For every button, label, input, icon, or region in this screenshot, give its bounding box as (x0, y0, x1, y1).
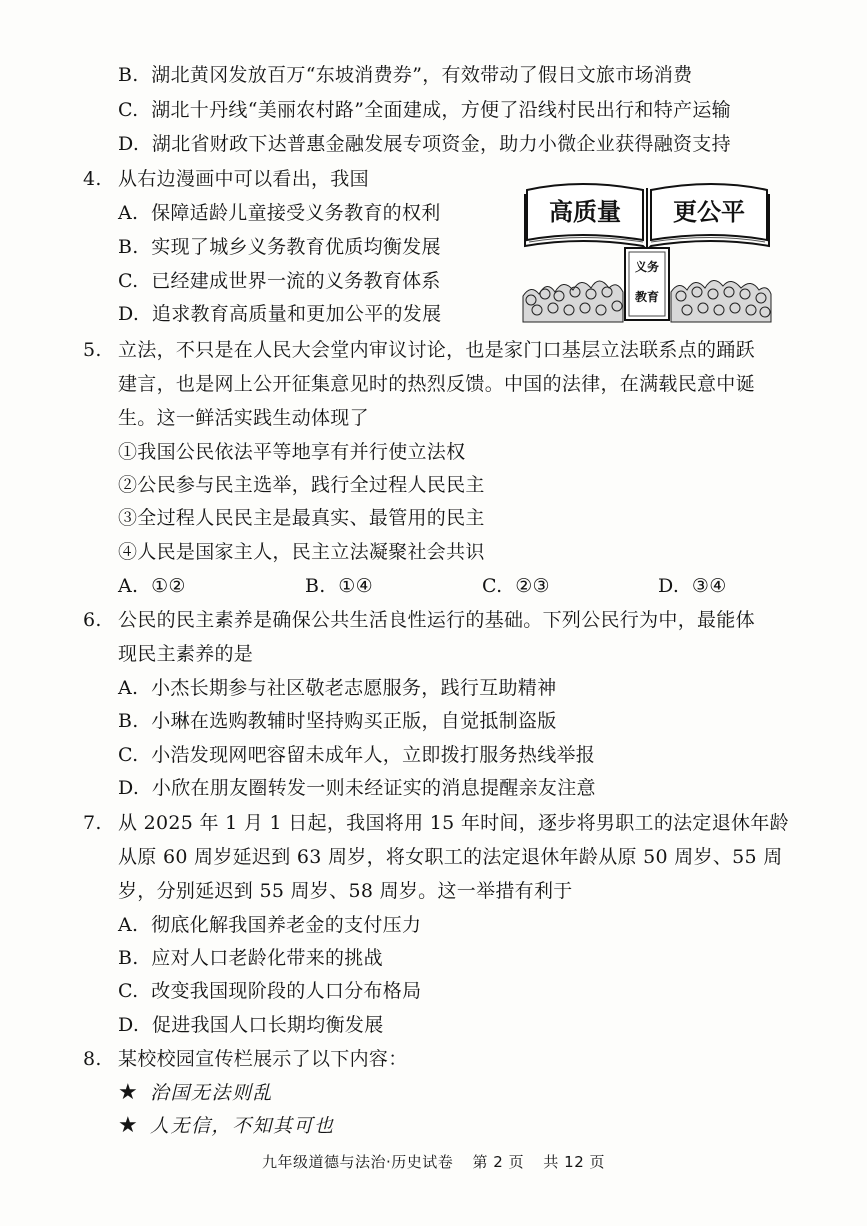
book-right-text: 更公平 (673, 198, 745, 226)
q4-option-d: D. 追求教育高质量和更加公平的发展 (118, 303, 442, 325)
q7-stem-line-2: 从原 60 周岁延迟到 63 周岁，将女职工的法定退休年龄从原 50 周岁、55 周 (118, 846, 783, 868)
q3-option-c: C. 湖北十丹线“美丽农村路”全面建成，方便了沿线村民出行和特产运输 (118, 99, 731, 121)
q5-statement-1: ①我国公民依法平等地享有并行使立法权 (118, 441, 466, 463)
footer-title: 九年级道德与法治·历史试卷 (261, 1153, 454, 1171)
q7-option-b: B. 应对人口老龄化带来的挑战 (118, 947, 383, 969)
crowd-right (671, 280, 771, 322)
q7-option-d: D. 促进我国人口长期均衡发展 (118, 1014, 384, 1036)
crowd-left (523, 281, 623, 322)
q5-stem-line-1: 5. 立法，不只是在人民大会堂内审议讨论，也是家门口基层立法联系点的踊跃 (83, 339, 755, 361)
q6-option-a: A. 小杰长期参与社区敬老志愿服务，践行互助精神 (118, 677, 557, 699)
q5-stem-line-3: 生。这一鲜活实践生动体现了 (118, 407, 369, 429)
footer-total: 共 12 页 (543, 1153, 606, 1171)
q5-options (0, 571, 867, 601)
q5-option-a: A. ①② (118, 575, 186, 597)
q8-quote-2: ★ 人无信，不知其可也 (118, 1111, 335, 1141)
q4-option-a: A. 保障适龄儿童接受义务教育的权利 (118, 202, 441, 224)
page-footer (0, 1151, 867, 1172)
q4-stem: 4. 从右边漫画中可以看出，我国 (83, 168, 369, 190)
q6-option-d: D. 小欣在朋友圈转发一则未经证实的消息提醒亲友注意 (118, 777, 596, 799)
q6-option-c: C. 小浩发现网吧容留未成年人，立即拨打服务热线举报 (118, 744, 596, 766)
q5-statement-4: ④人民是国家主人，民主立法凝聚社会共识 (118, 541, 485, 563)
q7-stem-line-1: 7. 从 2025 年 1 月 1 日起，我国将用 15 年时间，逐步将男职工的法定退休年龄 (83, 812, 789, 834)
q4-option-c: C. 已经建成世界一流的义务教育体系 (118, 270, 441, 292)
q6-stem-line-1: 6. 公民的民主素养是确保公共生活良性运行的基础。下列公民行为中，最能体 (83, 609, 755, 631)
q4-option-b: B. 实现了城乡义务教育优质均衡发展 (118, 236, 441, 258)
q5-statement-2: ②公民参与民主选举，践行全过程人民民主 (118, 474, 485, 496)
q8-quote-1: ★ 治国无法则乱 (118, 1078, 273, 1108)
spine-text-2: 教育 (634, 290, 660, 304)
book-left-text: 高质量 (549, 198, 621, 226)
q3-option-d: D. 湖北省财政下达普惠金融发展专项资金，助力小微企业获得融资支持 (118, 133, 731, 155)
q5-stem-line-2: 建言，也是网上公开征集意见时的热烈反馈。中国的法律，在满载民意中诞 (118, 373, 755, 395)
q6-option-b: B. 小琳在选购教辅时坚持购买正版，自觉抵制盗版 (118, 710, 557, 732)
spine-text-1: 义务 (634, 260, 660, 274)
star-icon: ★ (118, 1113, 139, 1138)
q5-statement-3: ③全过程人民民主是最真实、最管用的民主 (118, 507, 485, 529)
q6-stem-line-2: 现民主素养的是 (118, 643, 254, 665)
q5-option-d: D. ③④ (658, 575, 727, 597)
star-icon: ★ (118, 1080, 139, 1105)
footer-page: 第 2 页 (472, 1153, 525, 1171)
q5-option-c: C. ②③ (482, 575, 550, 597)
q8-stem: 8. 某校校园宣传栏展示了以下内容： (83, 1048, 408, 1070)
q7-option-c: C. 改变我国现阶段的人口分布格局 (118, 980, 422, 1002)
q7-stem-line-3: 岁，分别延迟到 55 周岁、58 周岁。这一举措有利于 (118, 880, 573, 902)
book-spine (625, 248, 669, 320)
q3-option-b: B. 湖北黄冈发放百万“东坡消费券”，有效带动了假日文旅市场消费 (118, 64, 693, 86)
q7-option-a: A. 彻底化解我国养老金的支付压力 (118, 914, 422, 936)
education-cartoon (521, 176, 773, 324)
q5-option-b: B. ①④ (305, 575, 373, 597)
